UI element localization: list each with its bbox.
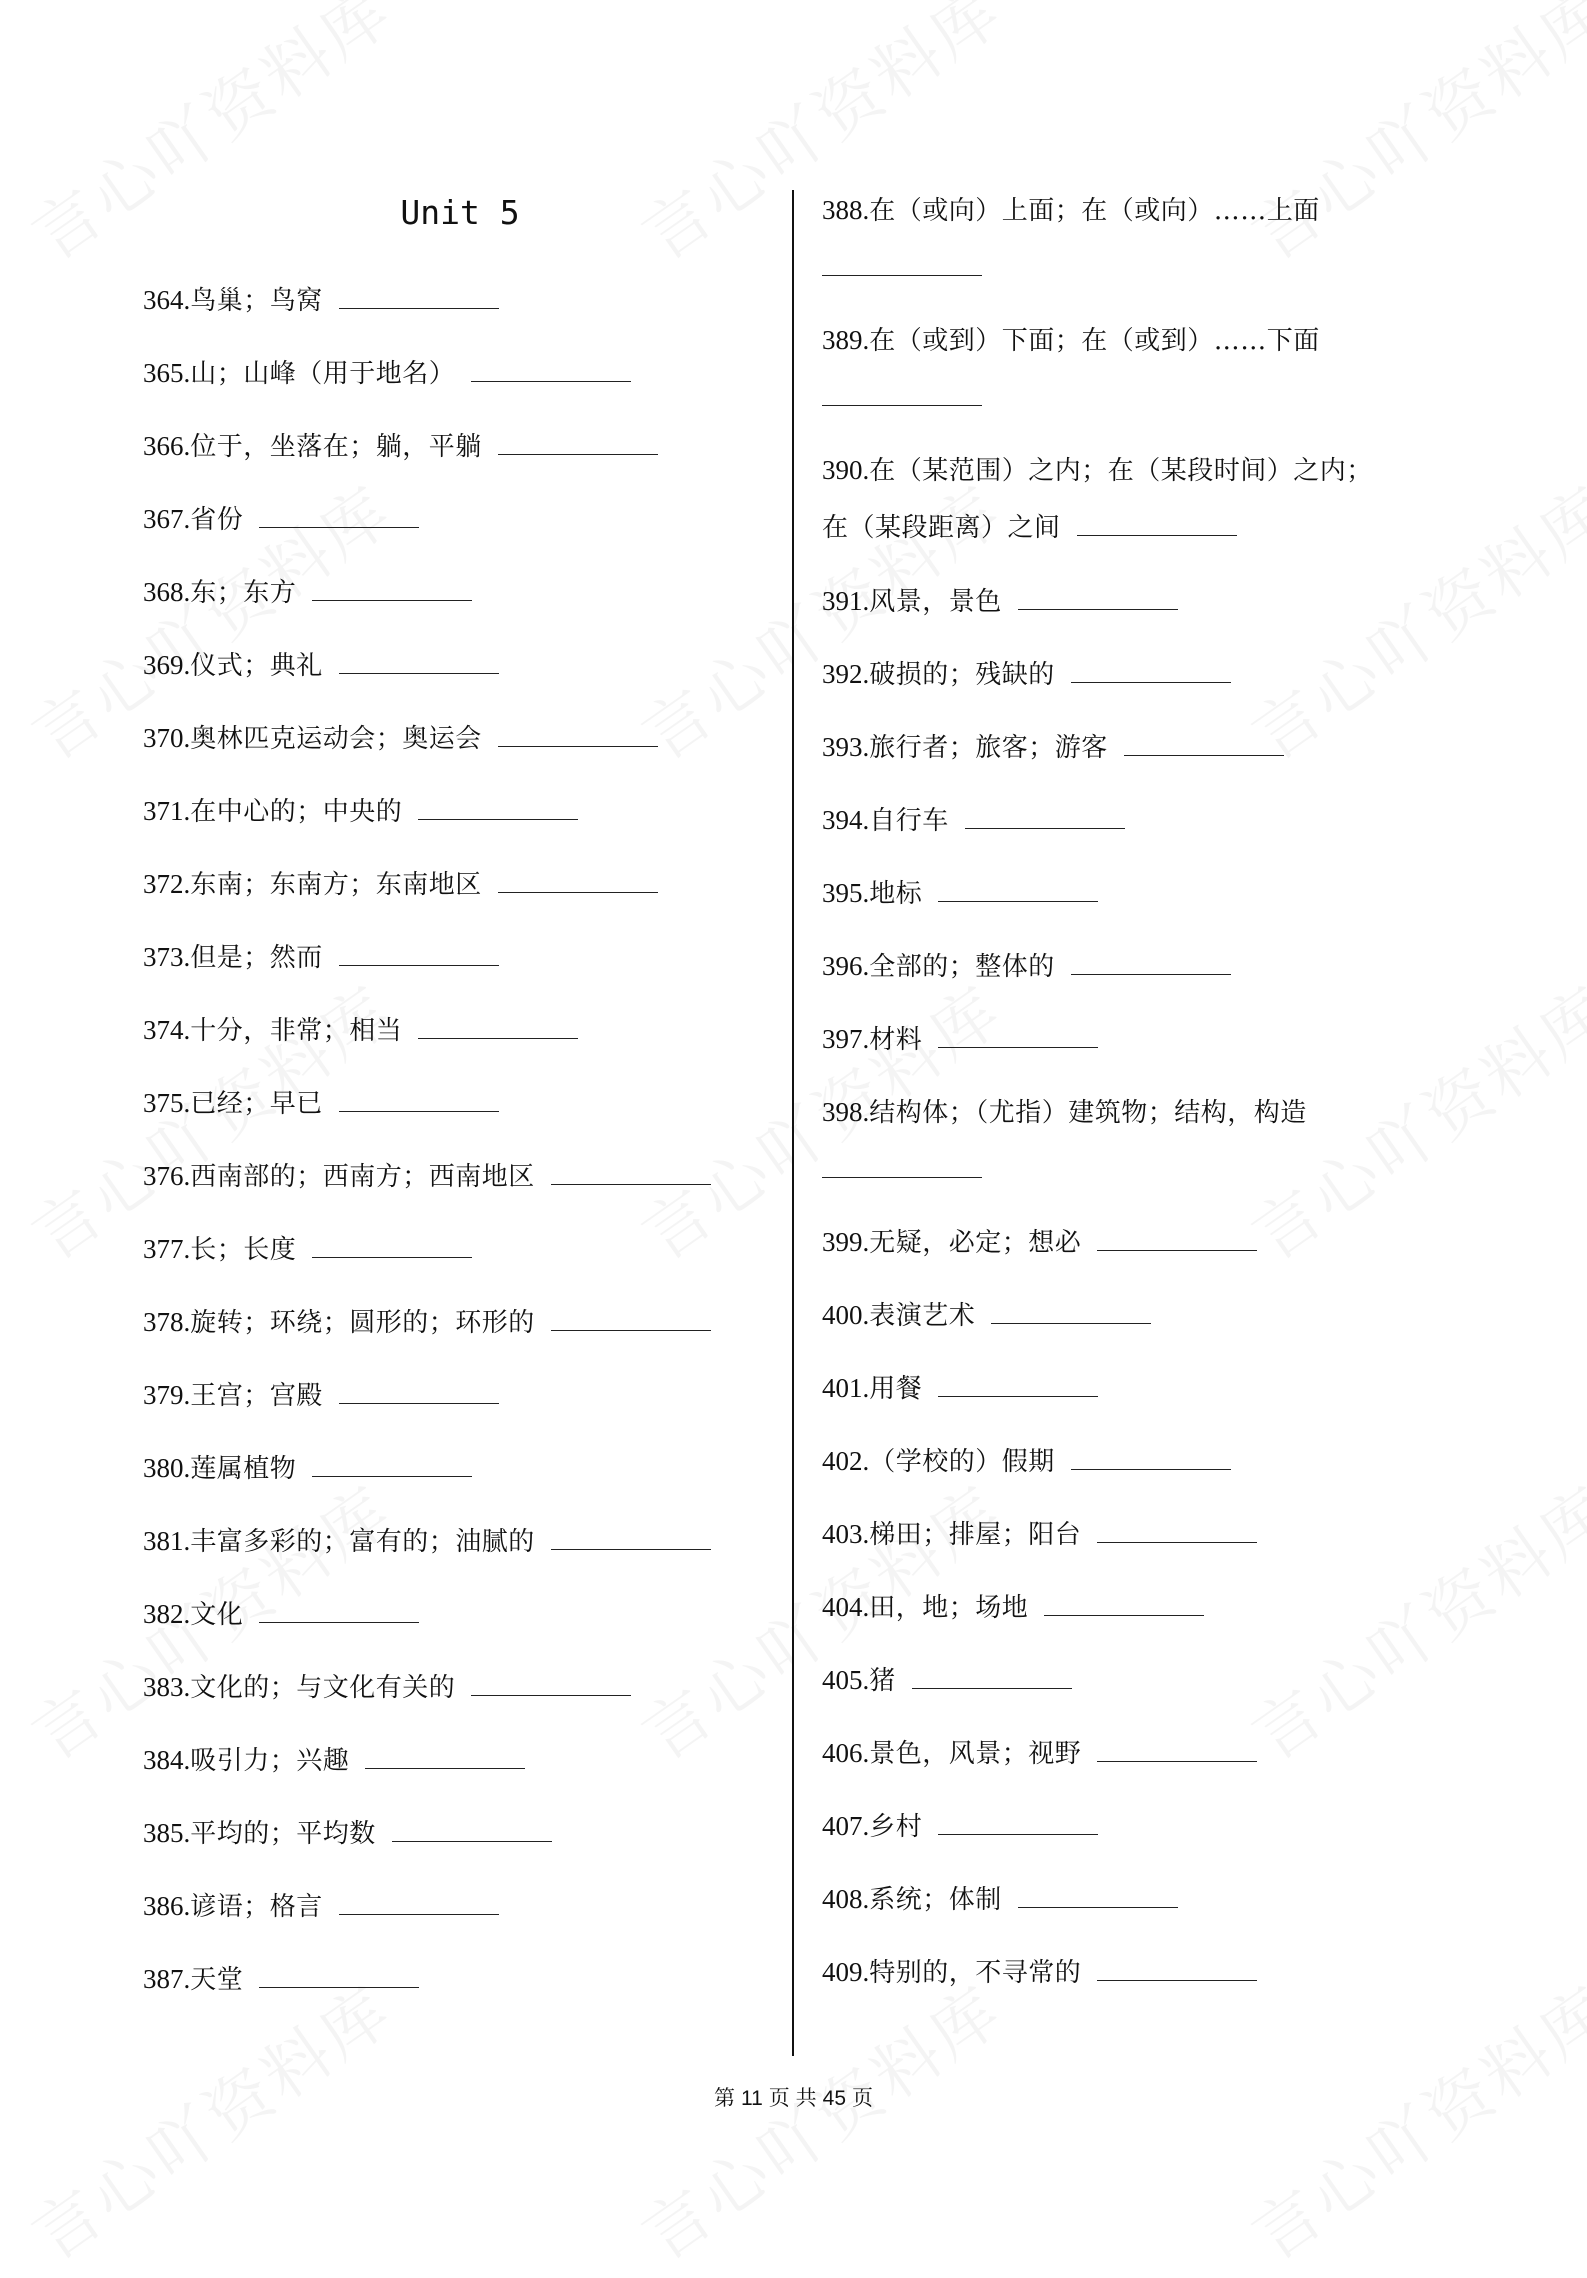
item-number: 398. xyxy=(822,1097,870,1127)
answer-blank[interactable] xyxy=(471,359,631,382)
answer-blank[interactable] xyxy=(312,1235,472,1258)
answer-blank[interactable] xyxy=(1044,1593,1204,1616)
item-meaning: 鸟巢；鸟窝 xyxy=(190,286,323,316)
item-meaning: 无疑，必定；想必 xyxy=(869,1228,1082,1258)
vocab-item xyxy=(143,867,658,902)
answer-blank[interactable] xyxy=(339,1089,499,1112)
answer-blank[interactable] xyxy=(498,870,658,893)
item-number: 384. xyxy=(143,1745,191,1775)
vocab-item xyxy=(143,1670,631,1705)
item-meaning: 十分，非常；相当 xyxy=(190,1016,403,1046)
item-number: 381. xyxy=(143,1526,191,1556)
vocab-item-continuation xyxy=(822,251,982,285)
item-meaning: 东南；东南方；东南地区 xyxy=(190,870,482,900)
answer-blank[interactable] xyxy=(259,1965,419,1988)
item-meaning: 在（或向）上面；在（或向）……上面 xyxy=(869,196,1320,226)
item-number: 406. xyxy=(822,1738,870,1768)
answer-blank[interactable] xyxy=(312,1454,472,1477)
item-number: 385. xyxy=(143,1818,191,1848)
item-meaning: 文化 xyxy=(190,1600,244,1630)
item-meaning: 莲属植物 xyxy=(190,1454,297,1484)
vocab-item xyxy=(143,1743,525,1778)
vocab-item xyxy=(822,1022,1098,1057)
vocab-item-continuation xyxy=(822,1153,982,1187)
answer-blank[interactable] xyxy=(551,1162,711,1185)
answer-blank[interactable] xyxy=(418,797,578,820)
item-number: 392. xyxy=(822,659,870,689)
item-number: 396. xyxy=(822,951,870,981)
item-number: 383. xyxy=(143,1672,191,1702)
item-number: 377. xyxy=(143,1234,191,1264)
item-meaning: 天堂 xyxy=(190,1965,244,1995)
item-meaning: 在（或到）下面；在（或到）……下面 xyxy=(869,326,1320,356)
item-number: 388. xyxy=(822,195,870,225)
item-meaning: 位于，坐落在；躺，平躺 xyxy=(190,432,482,462)
vocab-item xyxy=(822,1663,1072,1698)
answer-blank[interactable] xyxy=(1018,587,1178,610)
item-number: 403. xyxy=(822,1519,870,1549)
item-meaning: 平均的；平均数 xyxy=(190,1819,376,1849)
item-meaning: 山；山峰（用于地名） xyxy=(190,359,456,389)
answer-blank[interactable] xyxy=(822,1155,982,1178)
item-number: 386. xyxy=(143,1891,191,1921)
answer-blank[interactable] xyxy=(259,505,419,528)
vocab-item xyxy=(143,1086,499,1121)
vocab-item xyxy=(822,657,1231,692)
item-number: 407. xyxy=(822,1811,870,1841)
answer-blank[interactable] xyxy=(1097,1739,1257,1762)
vocab-item xyxy=(822,730,1284,765)
item-meaning: 景色，风景；视野 xyxy=(869,1739,1082,1769)
item-meaning: 田，地；场地 xyxy=(869,1593,1029,1623)
item-number: 378. xyxy=(143,1307,191,1337)
vocab-item xyxy=(822,1095,1307,1130)
vocab-item xyxy=(822,453,1373,488)
item-meaning: 全部的；整体的 xyxy=(869,952,1055,982)
item-number: 409. xyxy=(822,1957,870,1987)
footer-middle: 页 共 xyxy=(768,2087,817,2110)
answer-blank[interactable] xyxy=(938,1025,1098,1048)
answer-blank[interactable] xyxy=(339,1381,499,1404)
item-number: 401. xyxy=(822,1373,870,1403)
vocab-item xyxy=(143,648,499,683)
item-number: 366. xyxy=(143,431,191,461)
vocab-item xyxy=(822,1736,1257,1771)
item-number: 404. xyxy=(822,1592,870,1622)
answer-blank[interactable] xyxy=(938,1812,1098,1835)
vocab-item xyxy=(143,1305,711,1340)
vocab-item xyxy=(143,1962,419,1997)
answer-blank[interactable] xyxy=(551,1527,711,1550)
current-page-number: 11 xyxy=(740,2087,763,2110)
answer-blank[interactable] xyxy=(991,1301,1151,1324)
item-number: 369. xyxy=(143,650,191,680)
vocab-item xyxy=(143,794,578,829)
answer-blank[interactable] xyxy=(1077,513,1237,536)
item-meaning-continued: 在（某段距离）之间 xyxy=(822,513,1061,543)
item-meaning: 但是；然而 xyxy=(190,943,323,973)
answer-blank[interactable] xyxy=(498,432,658,455)
item-number: 400. xyxy=(822,1300,870,1330)
vocab-item xyxy=(822,1590,1204,1625)
answer-blank[interactable] xyxy=(551,1308,711,1331)
item-meaning: 文化的；与文化有关的 xyxy=(190,1673,456,1703)
vocab-item xyxy=(143,721,658,756)
answer-blank[interactable] xyxy=(822,253,982,276)
item-number: 382. xyxy=(143,1599,191,1629)
item-number: 373. xyxy=(143,942,191,972)
vocab-item xyxy=(143,1597,419,1632)
item-meaning: 奥林匹克运动会；奥运会 xyxy=(190,724,482,754)
item-number: 371. xyxy=(143,796,191,826)
item-number: 376. xyxy=(143,1161,191,1191)
answer-blank[interactable] xyxy=(822,383,982,406)
item-meaning: 旋转；环绕；圆形的；环形的 xyxy=(190,1308,535,1338)
item-meaning: 表演艺术 xyxy=(869,1301,976,1331)
item-meaning: （学校的）假期 xyxy=(869,1447,1055,1477)
item-meaning: 王宫；宫殿 xyxy=(190,1381,323,1411)
answer-blank[interactable] xyxy=(259,1600,419,1623)
item-number: 368. xyxy=(143,577,191,607)
item-meaning: 猪 xyxy=(869,1666,896,1696)
vocab-item xyxy=(822,1809,1098,1844)
item-number: 389. xyxy=(822,325,870,355)
item-number: 370. xyxy=(143,723,191,753)
vocab-item xyxy=(822,1371,1098,1406)
item-number: 372. xyxy=(143,869,191,899)
item-number: 391. xyxy=(822,586,870,616)
vocab-item xyxy=(822,1444,1231,1479)
vocab-item-continuation xyxy=(822,511,1237,545)
answer-blank[interactable] xyxy=(1097,1520,1257,1543)
vocab-item xyxy=(143,940,499,975)
item-number: 393. xyxy=(822,732,870,762)
answer-blank[interactable] xyxy=(1071,1447,1231,1470)
vocab-item xyxy=(822,876,1098,911)
item-number: 399. xyxy=(822,1227,870,1257)
vocab-item xyxy=(822,323,1320,358)
item-number: 408. xyxy=(822,1884,870,1914)
vocab-item xyxy=(143,1232,472,1267)
item-number: 365. xyxy=(143,358,191,388)
answer-blank[interactable] xyxy=(339,943,499,966)
answer-blank[interactable] xyxy=(1071,660,1231,683)
vocab-item-continuation xyxy=(822,381,982,415)
item-meaning: 用餐 xyxy=(869,1374,923,1404)
item-meaning: 东；东方 xyxy=(190,578,297,608)
item-number: 405. xyxy=(822,1665,870,1695)
vocab-item xyxy=(822,949,1231,984)
answer-blank[interactable] xyxy=(471,1673,631,1696)
answer-blank[interactable] xyxy=(339,1892,499,1915)
item-meaning: 西南部的；西南方；西南地区 xyxy=(190,1162,535,1192)
answer-blank[interactable] xyxy=(392,1819,552,1842)
answer-blank[interactable] xyxy=(965,806,1125,829)
item-number: 375. xyxy=(143,1088,191,1118)
column-divider xyxy=(792,190,794,2056)
item-meaning: 特别的，不寻常的 xyxy=(869,1958,1082,1988)
total-pages-number: 45 xyxy=(822,2087,846,2110)
answer-blank[interactable] xyxy=(1018,1885,1178,1908)
vocab-item xyxy=(822,584,1178,619)
vocab-item xyxy=(822,1517,1257,1552)
item-meaning: 在（某范围）之内；在（某段时间）之内； xyxy=(869,456,1373,486)
vocab-item xyxy=(822,1955,1257,1990)
answer-blank[interactable] xyxy=(938,1374,1098,1397)
vocab-item xyxy=(143,575,472,610)
item-meaning: 仪式；典礼 xyxy=(190,651,323,681)
item-number: 387. xyxy=(143,1964,191,1994)
item-number: 402. xyxy=(822,1446,870,1476)
item-number: 379. xyxy=(143,1380,191,1410)
item-meaning: 旅行者；旅客；游客 xyxy=(869,733,1108,763)
vocab-item xyxy=(143,1451,472,1486)
page-footer xyxy=(0,2082,1587,2112)
answer-blank[interactable] xyxy=(418,1016,578,1039)
item-number: 367. xyxy=(143,504,191,534)
vocab-item xyxy=(143,429,658,464)
answer-blank[interactable] xyxy=(938,879,1098,902)
answer-blank[interactable] xyxy=(1124,733,1284,756)
item-meaning: 破损的；残缺的 xyxy=(869,660,1055,690)
item-meaning: 丰富多彩的；富有的；油腻的 xyxy=(190,1527,535,1557)
item-meaning: 吸引力；兴趣 xyxy=(190,1746,350,1776)
item-number: 395. xyxy=(822,878,870,908)
vocab-item xyxy=(143,1816,552,1851)
answer-blank[interactable] xyxy=(912,1666,1072,1689)
answer-blank[interactable] xyxy=(339,286,499,309)
vocab-item xyxy=(143,1889,499,1924)
answer-blank[interactable] xyxy=(339,651,499,674)
answer-blank[interactable] xyxy=(365,1746,525,1769)
vocab-item xyxy=(143,1159,711,1194)
answer-blank[interactable] xyxy=(312,578,472,601)
item-number: 397. xyxy=(822,1024,870,1054)
vocab-item xyxy=(143,1378,499,1413)
item-meaning: 乡村 xyxy=(869,1812,923,1842)
vocab-item xyxy=(143,1013,578,1048)
vocab-item xyxy=(143,356,631,391)
item-meaning: 在中心的；中央的 xyxy=(190,797,403,827)
item-meaning: 已经；早已 xyxy=(190,1089,323,1119)
footer-suffix: 页 xyxy=(852,2087,873,2110)
unit-title: Unit 5 xyxy=(400,193,520,232)
item-meaning: 自行车 xyxy=(869,806,949,836)
answer-blank[interactable] xyxy=(1097,1958,1257,1981)
item-meaning: 谚语；格言 xyxy=(190,1892,323,1922)
item-number: 390. xyxy=(822,455,870,485)
vocab-item xyxy=(822,193,1320,228)
vocab-item xyxy=(822,1225,1257,1260)
item-meaning: 系统；体制 xyxy=(869,1885,1002,1915)
footer-prefix: 第 xyxy=(713,2087,735,2110)
item-number: 380. xyxy=(143,1453,191,1483)
item-number: 374. xyxy=(143,1015,191,1045)
answer-blank[interactable] xyxy=(498,724,658,747)
answer-blank[interactable] xyxy=(1071,952,1231,975)
vocab-item xyxy=(143,1524,711,1559)
vocab-item xyxy=(143,502,419,537)
item-meaning: 长；长度 xyxy=(190,1235,297,1265)
answer-blank[interactable] xyxy=(1097,1228,1257,1251)
item-meaning: 地标 xyxy=(869,879,923,909)
item-number: 394. xyxy=(822,805,870,835)
item-meaning: 梯田；排屋；阳台 xyxy=(869,1520,1082,1550)
item-number: 364. xyxy=(143,285,191,315)
item-meaning: 材料 xyxy=(869,1025,923,1055)
vocab-item xyxy=(822,803,1125,838)
item-meaning: 省份 xyxy=(190,505,244,535)
item-meaning: 风景，景色 xyxy=(869,587,1002,617)
vocab-item xyxy=(143,283,499,318)
vocab-item xyxy=(822,1298,1151,1333)
vocab-item xyxy=(822,1882,1178,1917)
item-meaning: 结构体；（尤指）建筑物；结构，构造 xyxy=(869,1098,1307,1128)
